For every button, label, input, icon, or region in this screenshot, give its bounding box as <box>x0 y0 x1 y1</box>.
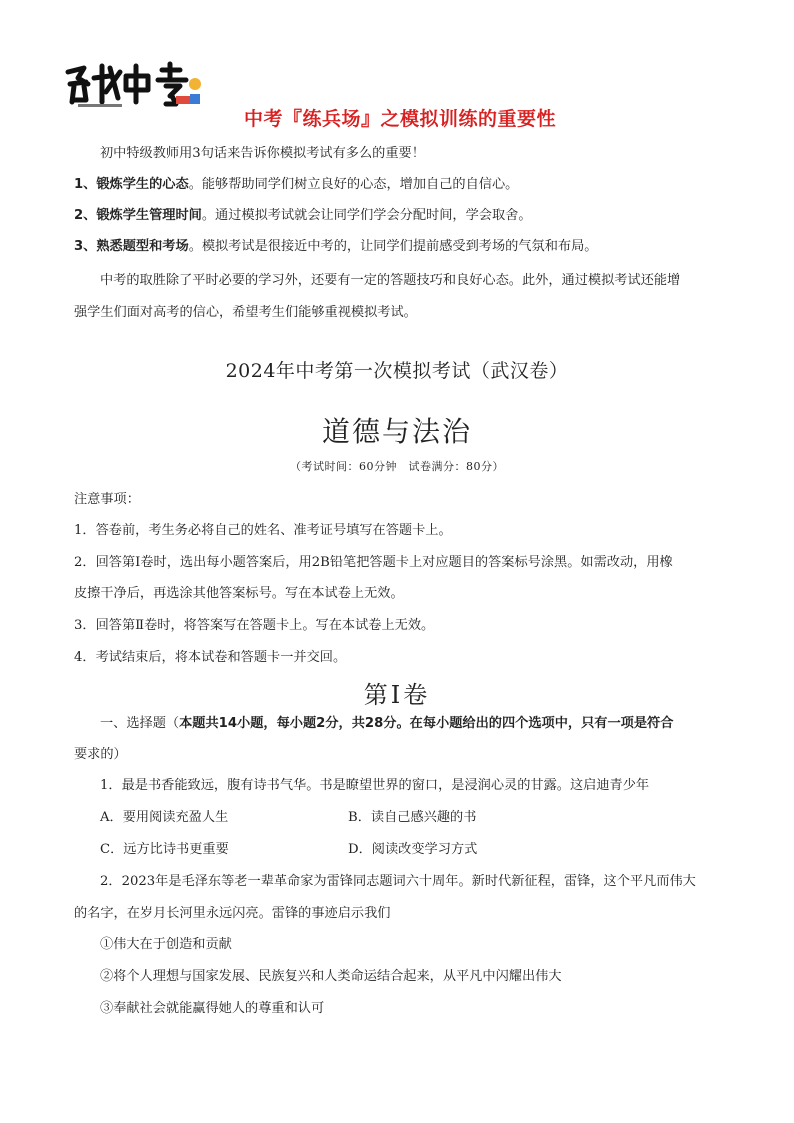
section-title: 第Ⅰ卷 <box>363 681 431 709</box>
promo-point-3-text: 。模拟考试是很接近中考的，让同学们提前感受到考场的气氛和布局。 <box>188 239 598 254</box>
notes-heading: 注意事项： <box>74 492 140 507</box>
promo-point-3 <box>74 231 724 262</box>
q1-option-a: A．要用阅读充盈人生 <box>100 810 229 825</box>
section-instruction-bold: 本题共14小题，每小题2分，共28分。在每小题给出的四个选项中，只有一项是符合 <box>179 716 674 731</box>
q2-item-1: ①伟大在于创造和贡献 <box>100 937 232 952</box>
note-item-3: 3．回答第Ⅱ卷时，将答案写在答题卡上。写在本试卷上无效。 <box>74 618 435 633</box>
q2-stem-line1: 2．2023年是毛泽东等老一辈革命家为雷锋同志题词六十周年。新时代新征程，雷锋，这个平凡而伟大 <box>100 874 696 889</box>
promo-point-2-head: 2、锻炼学生管理时间 <box>74 208 202 223</box>
section-instruction-prefix: 一、选择题（ <box>100 716 180 731</box>
exam-title: 2024年中考第一次模拟考试（武汉卷） <box>225 360 569 382</box>
promo-closing-line1: 中考的取胜除了平时必要的学习外，还要有一定的答题技巧和良好心态。此外，通过模拟考试还能增 <box>100 273 681 288</box>
q1-option-c: C．远方比诗书更重要 <box>100 842 229 857</box>
promo-point-1 <box>74 169 724 200</box>
subject-title: 道德与法治 <box>321 415 472 448</box>
promo-point-2-text: 。通过模拟考试就会让同学们学会分配时间，学会取舍。 <box>201 208 532 223</box>
promo-point-1-text: 。能够帮助同学们树立良好的心态，增加自己的自信心。 <box>188 177 519 192</box>
logo-image <box>58 58 208 110</box>
q2-stem-line2: 的名字，在岁月长河里永远闪亮。雷锋的事迹启示我们 <box>74 906 391 921</box>
q2-item-3: ③奉献社会就能赢得她人的尊重和认可 <box>100 1001 325 1016</box>
note-item-2-cont: 皮擦干净后，再选涂其他答案标号。写在本试卷上无效。 <box>74 586 404 601</box>
promo-point-2 <box>74 200 724 231</box>
exam-info: （考试时间：60分钟 试卷满分：80分） <box>290 460 504 473</box>
q1-option-d: D．阅读改变学习方式 <box>348 842 478 857</box>
note-item-4: 4．考试结束后，将本试卷和答题卡一并交回。 <box>74 650 347 665</box>
promo-point-1-head: 1、锻炼学生的心态 <box>74 177 189 192</box>
q1-stem: 1．最是书香能致远，腹有诗书气华。书是瞭望世界的窗口，是浸润心灵的甘露。这启迪青少年 <box>100 778 650 793</box>
note-item-1: 1．答卷前，考生务必将自己的姓名、准考证号填写在答题卡上。 <box>74 523 452 538</box>
q1-option-b: B．读自己感兴趣的书 <box>348 810 477 825</box>
note-item-2: 2．回答第Ⅰ卷时，选出每小题答案后，用2B铅笔把答题卡上对应题目的答案标号涂黑。如需改动，用橡 <box>74 555 673 570</box>
promo-point-3-head: 3、熟悉题型和考场 <box>74 239 189 254</box>
promo-closing-line2: 强学生们面对高考的信心，希望考生们能够重视模拟考试。 <box>74 305 417 320</box>
promo-title: 中考『练兵场』之模拟训练的重要性 <box>243 108 556 130</box>
q2-item-2: ②将个人理想与国家发展、民族复兴和人类命运结合起来，从平凡中闪耀出伟大 <box>100 969 562 984</box>
section-instruction-line2: 要求的） <box>74 747 127 762</box>
promo-intro: 初中特级教师用3句话来告诉你模拟考试有多么的重要！ <box>100 146 425 161</box>
section-instruction <box>100 708 724 739</box>
